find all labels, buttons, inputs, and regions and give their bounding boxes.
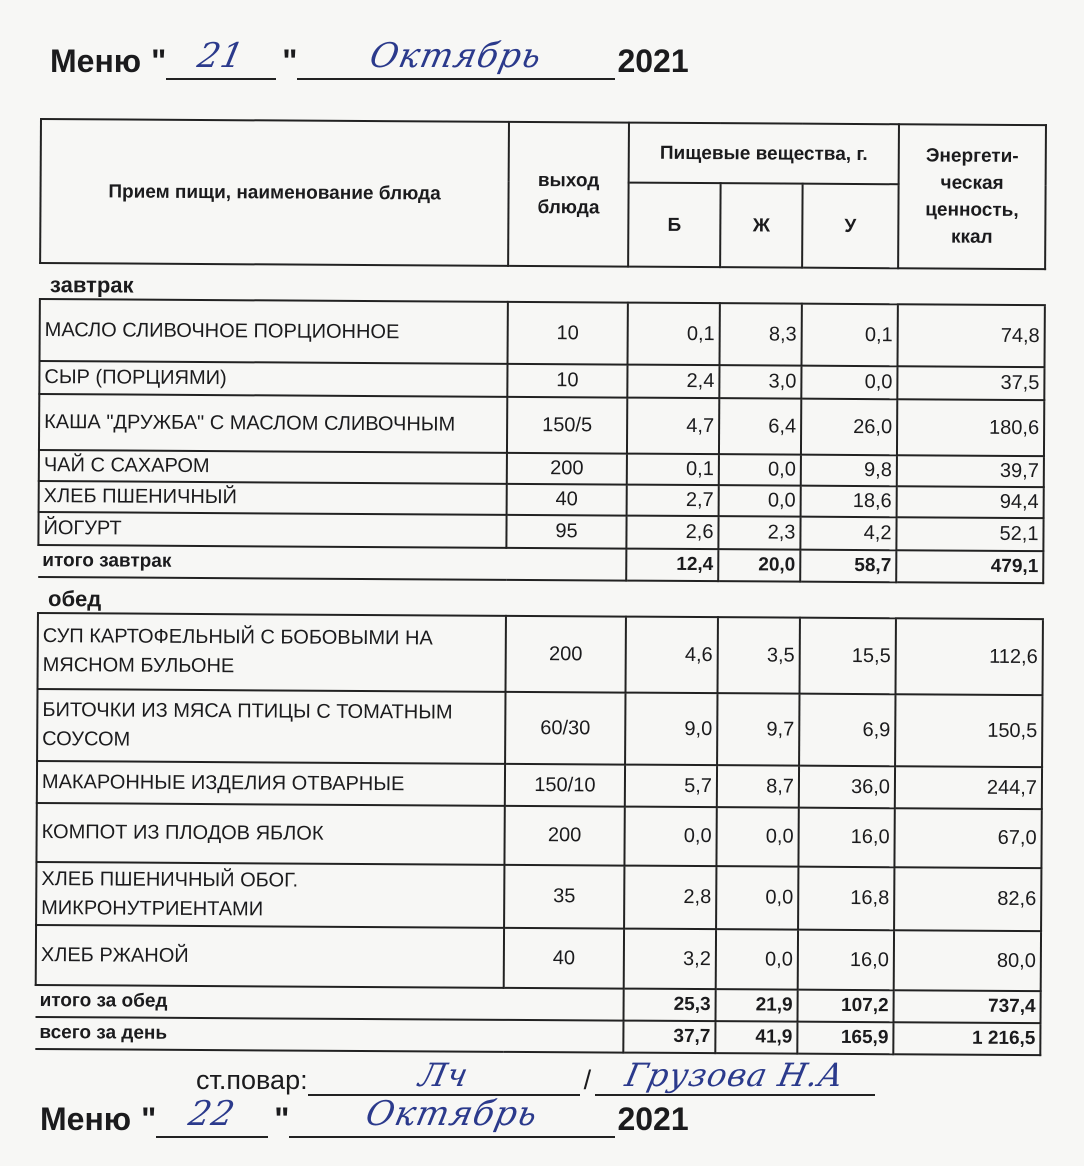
dish-kcal: 37,5 [897, 366, 1044, 400]
menu-year: 2021 [617, 43, 689, 79]
dish-fat: 9,7 [717, 693, 799, 765]
dish-protein: 2,6 [626, 516, 718, 550]
dish-protein: 0,1 [628, 303, 720, 366]
dish-kcal: 150,5 [895, 694, 1042, 767]
dish-fat: 0,0 [719, 485, 801, 517]
dish-protein: 0,0 [624, 807, 716, 867]
month-blank [297, 36, 615, 80]
slash-separator: / [583, 1065, 592, 1095]
total-protein: 25,3 [623, 989, 715, 1022]
dish-yield: 40 [504, 928, 624, 989]
dish-yield: 95 [506, 515, 626, 549]
dish-carbs: 0,1 [802, 304, 898, 367]
dish-carbs: 16,0 [798, 930, 894, 991]
dish-fat: 2,3 [718, 516, 800, 550]
dish-carbs: 4,2 [800, 517, 896, 551]
dish-yield: 10 [508, 302, 628, 365]
dish-fat: 0,0 [716, 807, 798, 866]
dish-name: ЙОГУРТ [38, 512, 506, 548]
day-total-fat: 41,9 [715, 1021, 797, 1054]
section-title: обед [38, 577, 1043, 619]
dish-yield: 10 [507, 364, 627, 398]
dish-carbs: 9,8 [801, 455, 897, 487]
dish-name: КАША "ДРУЖБА" С МАСЛОМ СЛИВОЧНЫМ [39, 394, 507, 453]
dish-fat: 3,0 [719, 365, 801, 399]
dish-protein: 3,2 [624, 929, 716, 990]
dish-kcal: 74,8 [898, 304, 1045, 367]
dish-name: МАКАРОННЫЕ ИЗДЕЛИЯ ОТВАРНЫЕ [37, 761, 505, 806]
dish-fat: 6,4 [719, 398, 801, 454]
section-lunch [38, 577, 1043, 619]
dish-yield: 150/5 [507, 397, 627, 454]
dish-name: ХЛЕБ РЖАНОЙ [36, 925, 504, 988]
total-protein: 12,4 [626, 549, 718, 582]
day-total-kcal: 1 216,5 [893, 1022, 1040, 1055]
dish-yield: 150/10 [505, 764, 625, 807]
dish-protein: 2,8 [624, 866, 716, 930]
dish-carbs: 0,0 [801, 366, 897, 400]
table-row [36, 803, 1041, 868]
dish-fat: 0,0 [719, 454, 801, 486]
day-total-row [35, 1017, 1040, 1055]
column-header-name: Прием пищи, наименование блюда [40, 119, 509, 266]
dish-yield: 35 [504, 865, 624, 929]
day-total-protein: 37,7 [623, 1021, 715, 1054]
dish-carbs: 15,5 [799, 618, 895, 695]
dish-kcal: 112,6 [896, 618, 1043, 695]
dish-carbs: 16,8 [798, 867, 894, 931]
total-fat: 20,0 [718, 549, 800, 582]
dish-protein: 4,6 [626, 617, 718, 694]
dish-yield: 200 [504, 806, 624, 866]
month-blank [289, 1094, 615, 1138]
dish-kcal: 52,1 [896, 517, 1043, 551]
day-blank [156, 1094, 268, 1138]
dish-name: КОМПОТ ИЗ ПЛОДОВ ЯБЛОК [36, 803, 504, 865]
dish-name: ЧАЙ С САХАРОМ [39, 450, 507, 484]
dish-name: ХЛЕБ ПШЕНИЧНЫЙ [39, 481, 507, 515]
column-header-yield: выход блюда [508, 122, 629, 267]
quote-open: " [151, 43, 167, 79]
next-menu-header [40, 1086, 689, 1138]
quote-close: " [274, 1101, 290, 1137]
table-row [36, 925, 1041, 991]
dish-fat: 0,0 [716, 929, 798, 989]
dish-kcal: 80,0 [894, 930, 1041, 991]
handwritten-day: 21 [194, 36, 249, 76]
section-title: завтрак [40, 263, 1045, 305]
dish-carbs: 18,6 [801, 486, 897, 518]
menu-year: 2021 [617, 1101, 689, 1137]
table-row [40, 299, 1045, 367]
table-row [39, 394, 1044, 456]
dish-carbs: 16,0 [798, 808, 894, 868]
column-header-energy: Энергети- ческая ценность, ккал [898, 124, 1046, 269]
table-row [38, 613, 1043, 695]
day-blank [166, 36, 276, 80]
day-total-carbs: 165,9 [797, 1022, 893, 1055]
handwritten-day: 22 [185, 1094, 240, 1134]
dish-yield: 200 [507, 453, 627, 485]
dish-name: БИТОЧКИ ИЗ МЯСА ПТИЦЫ С ТОМАТНЫМ СОУСОМ [37, 689, 505, 764]
total-label: итого завтрак [38, 545, 626, 581]
dish-name: СЫР (ПОРЦИЯМИ) [39, 361, 507, 397]
total-kcal: 479,1 [896, 550, 1043, 583]
handwritten-month: Октябрь [366, 36, 547, 76]
dish-fat: 3,5 [717, 617, 799, 693]
dish-kcal: 39,7 [897, 455, 1044, 487]
dish-yield: 60/30 [505, 692, 625, 765]
dish-fat: 8,7 [717, 765, 799, 808]
column-header-protein: Б [628, 183, 721, 268]
dish-kcal: 67,0 [894, 808, 1041, 868]
cook-label: ст.повар: [196, 1065, 308, 1095]
dish-carbs: 6,9 [799, 694, 895, 767]
dish-protein: 5,7 [625, 765, 717, 808]
dish-protein: 2,4 [627, 365, 719, 399]
column-header-carbs: У [802, 184, 899, 269]
total-kcal: 737,4 [894, 990, 1041, 1023]
dish-name: МАСЛО СЛИВОЧНОЕ ПОРЦИОННОЕ [40, 299, 508, 364]
dish-protein: 2,7 [627, 485, 719, 517]
column-header-nutrients: Пищевые вещества, г. [629, 123, 899, 185]
table-row [37, 689, 1042, 767]
quote-open: " [141, 1101, 157, 1137]
menu-table [34, 118, 1047, 1056]
day-total-label: всего за день [35, 1017, 623, 1053]
dish-kcal: 180,6 [897, 399, 1044, 456]
dish-protein: 0,1 [627, 454, 719, 486]
dish-protein: 4,7 [627, 398, 719, 455]
dish-name: СУП КАРТОФЕЛЬНЫЙ С БОБОВЫМИ НА МЯСНОМ БУЛЬОНЕ [38, 613, 506, 692]
dish-fat: 0,0 [716, 866, 798, 929]
dish-fat: 8,3 [720, 303, 802, 365]
dish-yield: 200 [506, 616, 626, 693]
dish-kcal: 94,4 [897, 486, 1044, 518]
table-row [37, 761, 1042, 809]
total-carbs: 107,2 [797, 990, 893, 1023]
menu-header [50, 28, 689, 80]
total-carbs: 58,7 [800, 550, 896, 583]
total-fat: 21,9 [715, 989, 797, 1022]
dish-carbs: 26,0 [801, 399, 897, 456]
menu-label: Меню [50, 43, 142, 79]
dish-kcal: 244,7 [895, 766, 1042, 809]
total-label: итого за обед [36, 985, 624, 1021]
dish-carbs: 36,0 [799, 766, 895, 809]
handwritten-signature: Лч [415, 1056, 472, 1094]
handwritten-month: Октябрь [362, 1094, 543, 1134]
column-header-fat: Ж [720, 183, 803, 267]
quote-close: " [282, 43, 298, 79]
dish-protein: 9,0 [625, 693, 717, 766]
table-row [36, 862, 1041, 931]
handwritten-cook-name: Грузова Н.А [621, 1056, 849, 1094]
section-breakfast [40, 263, 1045, 305]
menu-label: Меню [40, 1101, 132, 1137]
dish-kcal: 82,6 [894, 867, 1041, 931]
dish-yield: 40 [507, 484, 627, 516]
dish-name: ХЛЕБ ПШЕНИЧНЫЙ ОБОГ. МИКРОНУТРИЕНТАМИ [36, 862, 504, 928]
